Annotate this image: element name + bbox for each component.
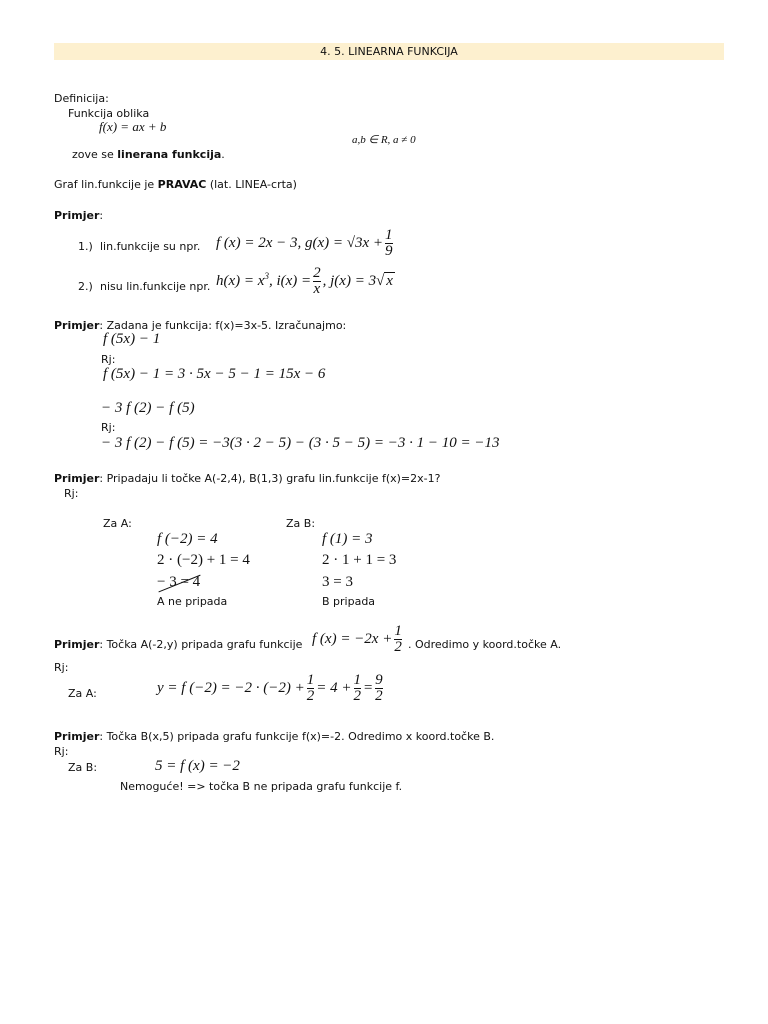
example1-item2-math: $h(x) = x^3$, i(x) = $\frac{2}{x}$ , j(x) = 3√ x [216, 265, 393, 297]
sqrt-radicand: x [386, 272, 393, 289]
example1-item2-math-a: h(x) = x [216, 272, 265, 289]
example-label: Primjer [54, 730, 100, 743]
example4-heading [54, 638, 302, 651]
fraction-num: 1 [385, 227, 393, 243]
fraction [394, 624, 402, 655]
example1-colon: : [99, 209, 104, 222]
example4-calc [157, 673, 385, 704]
example3-a-line3 [157, 574, 200, 591]
fraction-num: 1 [353, 672, 362, 688]
fraction [385, 228, 393, 259]
example2-rj2: Rj: [101, 421, 116, 434]
example5-conclusion: Nemoguće! => točka B ne pripada grafu funkcije f. [120, 780, 403, 793]
fraction-den: 2 [394, 639, 402, 655]
page-title: 4. 5. LINEARNA FUNKCIJA [54, 43, 724, 60]
graph-line-pre: Graf lin.funkcije je [54, 178, 158, 191]
graph-line-term: PRAVAC [157, 178, 207, 191]
fraction [375, 673, 383, 704]
example1-item1-math [216, 228, 395, 259]
example1-heading [54, 209, 103, 222]
example3-b-line2: 2 · 1 + 1 = 3 [322, 552, 397, 568]
example2-a1: f (5x) − 1 = 3 · 5x − 5 − 1 = 15x − 6 [103, 366, 326, 382]
example3-b-result: B pripada [322, 595, 376, 608]
example3-a-line2: 2 · (−2) + 1 = 4 [157, 552, 250, 568]
example-label: Primjer [54, 638, 100, 651]
example2-a2: − 3 f (2) − f (5) = −3(3 · 2 − 5) − (3 · 5 − 5) = −3 · 1 − 10 = −13 [101, 435, 500, 451]
fraction-num: 1 [394, 623, 402, 639]
exponent: 3 [264, 270, 269, 281]
example5-heading [54, 730, 494, 743]
example1-item2-num: 2.) [78, 280, 93, 293]
fraction-den: 2 [353, 688, 362, 704]
example1-item2-text: nisu lin.funkcije npr. [100, 280, 211, 293]
definition-line2-post: . [221, 148, 225, 161]
example-label: Primjer [54, 209, 100, 222]
example2-text: : Zadana je funkcija: f(x)=3x-5. Izračunajmo: [99, 319, 347, 332]
fraction-den: 2 [375, 688, 383, 704]
graph-line [54, 178, 297, 191]
example1-item2-math-c: , j(x) = 3 [322, 272, 377, 289]
graph-line-post: (lat. LINEA-crta) [206, 178, 297, 191]
example3-heading [54, 472, 440, 485]
example4-rj: Rj: [54, 661, 69, 674]
example4-calc-a: y = f (−2) = −2 · (−2) + [157, 679, 305, 696]
example3-text: : Pripadaju li točke A(-2,4), B(1,3) grafu lin.funkcije f(x)=2x-1? [99, 472, 441, 485]
example2-heading [54, 319, 346, 332]
example4-function [312, 624, 404, 655]
definition-condition: a,b ∈ R, a ≠ 0 [352, 134, 416, 146]
fraction [354, 673, 362, 704]
example4-math-a: f (x) = −2x + [312, 630, 393, 647]
definition-line2-pre: zove se [72, 148, 118, 161]
definition-formula: f(x) = ax + b [99, 119, 167, 134]
fraction-num: 2 [313, 265, 321, 281]
example-label: Primjer [54, 319, 100, 332]
example5-za-b: Za B: [68, 761, 98, 774]
definition-line1: Funkcija oblika [68, 107, 150, 120]
fraction-den: 9 [385, 243, 393, 259]
example1-item1-num: 1.) [78, 240, 93, 253]
example1-item2-math-b: , i(x) = [268, 272, 312, 289]
example4-text2: . Odredimo y koord.točke A. [408, 638, 562, 651]
struck-equation: − 3 = 4 [157, 574, 201, 590]
example3-rj: Rj: [64, 487, 79, 500]
example4-za-a: Za A: [68, 687, 97, 700]
example5-rj: Rj: [54, 745, 69, 758]
example4-calc-b: = 4 + [316, 679, 352, 696]
example3-b-line1: f (1) = 3 [322, 531, 373, 547]
example4-text: : Točka A(-2,y) pripada grafu funkcije [99, 638, 303, 651]
example3-a-line1: f (−2) = 4 [157, 531, 218, 547]
example2-rj1: Rj: [101, 353, 116, 366]
example3-b-line3: 3 = 3 [322, 574, 353, 590]
example1-item1-math-a: f (x) = 2x − 3, g(x) = √3x + [216, 234, 383, 251]
fraction-den: x [313, 281, 321, 297]
fraction [313, 266, 321, 297]
fraction-num: 1 [306, 672, 315, 688]
fraction-den: 2 [306, 688, 315, 704]
example1-item1-text: lin.funkcije su npr. [100, 240, 201, 253]
fraction [307, 673, 315, 704]
fraction-num: 9 [375, 672, 383, 688]
example5-math: 5 = f (x) = −2 [155, 758, 240, 774]
example-label: Primjer [54, 472, 100, 485]
example4-calc-c: = [363, 679, 374, 696]
example2-q1: f (5x) − 1 [103, 331, 161, 347]
example3-a-result: A ne pripada [157, 595, 228, 608]
definition-heading: Definicija: [54, 92, 109, 105]
example2-q2: − 3 f (2) − f (5) [101, 400, 195, 416]
example3-za-a: Za A: [103, 517, 132, 530]
definition-term: linerana funkcija [117, 148, 222, 161]
example3-za-b: Za B: [286, 517, 316, 530]
definition-line2 [72, 148, 225, 161]
example5-text: : Točka B(x,5) pripada grafu funkcije f(x)=-2. Odredimo x koord.točke B. [99, 730, 495, 743]
